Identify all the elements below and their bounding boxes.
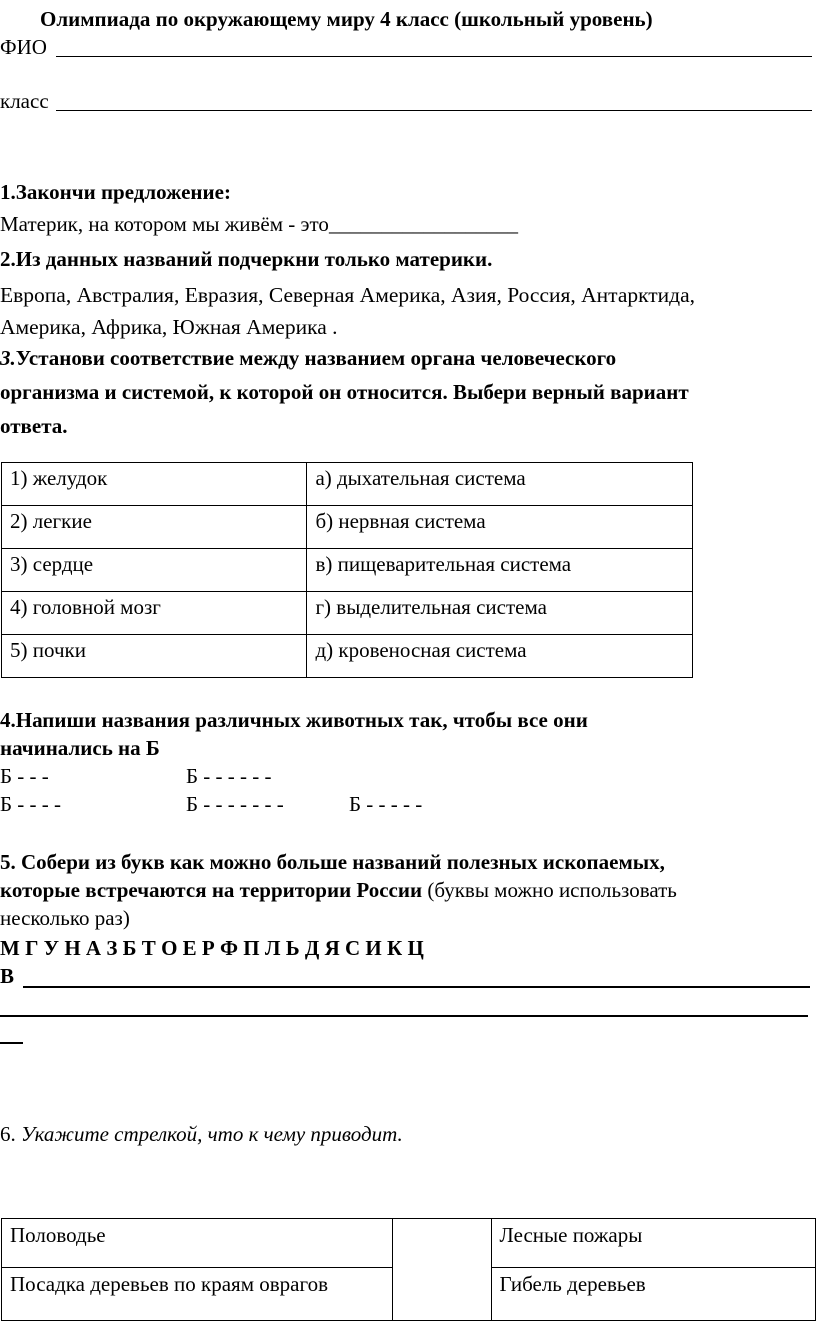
system-cell: а) дыхательная система — [307, 463, 693, 506]
table-row — [2, 549, 693, 592]
q2-names-line1: Европа, Австралия, Евразия, Северная Америка, Азия, Россия, Антарктида, — [0, 283, 696, 307]
fio-label: ФИО — [0, 35, 47, 59]
q3-title-line1 — [0, 345, 616, 371]
q3-matching-table — [1, 462, 693, 678]
q4-pattern-3[interactable]: Б - - - - — [0, 792, 62, 816]
q2-title: 2.Из данных названий подчеркни только материки. — [0, 247, 493, 271]
table-row — [2, 635, 693, 678]
table-row — [2, 463, 693, 506]
q4-pattern-4[interactable]: Б - - - - - - - — [186, 792, 284, 816]
q2-names-line2: Америка, Африка, Южная Америка . — [0, 315, 338, 339]
q5-answer-line-3[interactable] — [0, 1042, 23, 1044]
q6-title — [0, 1121, 403, 1147]
table-row — [2, 592, 693, 635]
fio-answer-line[interactable] — [56, 56, 812, 57]
organ-cell: 4) головной мозг — [2, 592, 307, 635]
q5-answer-line-2[interactable] — [0, 1015, 808, 1017]
q5-answer-start: В — [0, 964, 15, 988]
q5-title-line3: несколько раз) — [0, 906, 130, 930]
q3-title-line2: организма и системой, к которой он относится. Выбери верный вариант — [0, 380, 689, 404]
table-row — [2, 1219, 816, 1268]
page-title: Олимпиада по окружающему миру 4 класс (школьный уровень) — [40, 7, 653, 31]
organ-cell: 1) желудок — [2, 463, 307, 506]
q4-title-line1: 4.Напиши названия различных животных так, чтобы все они — [0, 708, 588, 732]
cause-cell[interactable]: Половодье — [2, 1219, 393, 1268]
q5-answer-line-1[interactable] — [23, 986, 810, 988]
effect-cell[interactable]: Гибель деревьев — [491, 1268, 815, 1321]
organ-cell: 2) легкие — [2, 506, 307, 549]
q1-sentence — [0, 211, 518, 237]
q1-sentence-text: Материк, на котором мы живём - это — [0, 212, 329, 236]
q4-pattern-2[interactable]: Б - - - - - - — [186, 764, 272, 788]
organ-cell: 3) сердце — [2, 549, 307, 592]
arrow-area[interactable] — [392, 1219, 491, 1321]
q6-title-text: Укажите стрелкой, что к чему приводит. — [15, 1122, 403, 1146]
q3-title-line3: ответа. — [0, 414, 68, 438]
q4-pattern-5[interactable]: Б - - - - - — [349, 792, 423, 816]
q5-title-line1: 5. Собери из букв как можно больше названий полезных ископаемых, — [0, 850, 665, 874]
system-cell: д) кровеносная система — [307, 635, 693, 678]
q5-title-bold: которые встречаются на территории России — [0, 878, 423, 902]
system-cell: в) пищеварительная система — [307, 549, 693, 592]
q5-title-line2 — [0, 877, 677, 903]
table-row — [2, 506, 693, 549]
q1-answer-blank[interactable]: __________________ — [328, 212, 518, 236]
q6-number: 6. — [0, 1122, 16, 1146]
effect-cell[interactable]: Лесные пожары — [491, 1219, 815, 1268]
cause-cell[interactable]: Посадка деревьев по краям оврагов — [2, 1268, 393, 1321]
q1-title: 1.Закончи предложение: — [0, 180, 231, 204]
organ-cell: 5) почки — [2, 635, 307, 678]
q3-title-text1: Установи соответствие между названием органа человеческого — [15, 346, 617, 370]
class-label: класс — [0, 89, 49, 113]
q5-letters: М Г У Н А З Б Т О Е Р Ф П Л Ь Д Я С И К Ц — [0, 936, 424, 960]
q6-cause-effect-table — [1, 1218, 816, 1321]
q4-pattern-1[interactable]: Б - - - — [0, 764, 49, 788]
q4-title-line2: начинались на Б — [0, 736, 160, 760]
system-cell: г) выделительная система — [307, 592, 693, 635]
q3-number: 3. — [0, 346, 16, 370]
system-cell: б) нервная система — [307, 506, 693, 549]
class-answer-line[interactable] — [56, 110, 812, 111]
q5-title-note: (буквы можно использовать — [422, 878, 677, 902]
